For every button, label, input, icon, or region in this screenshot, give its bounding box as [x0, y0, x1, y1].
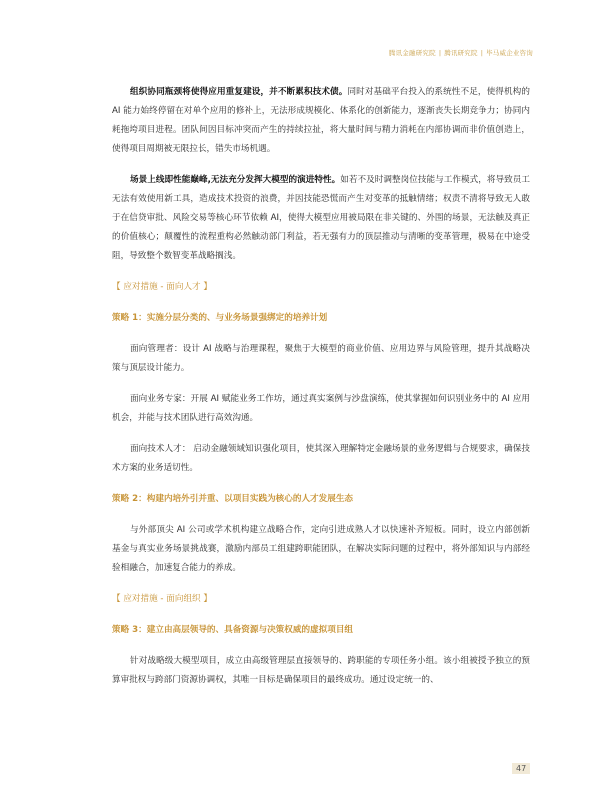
- page-body: [112, 83, 530, 690]
- header-separator: |: [480, 49, 484, 57]
- paragraph-text: 同时对基础平台投入的系统性不足，使得机构的 AI 能力始终停留在对单个应用的修补上，无法形成规模化、体系化的创新能力，逐渐丧失长期竞争力；协同内耗拖垮项目进程。团队间因目标冲突而产生的持续拉扯，将大量时间与精力消耗在内部协调而非价值创造上，使得项目周期被无限拉长，错失市场机遇。: [112, 87, 530, 154]
- paragraph-lead: 组织协同瓶颈将使得应用重复建设，并不断累积技术债。: [130, 87, 348, 97]
- paragraph-text: 如若不及时调整岗位技能与工作模式，将导致员工无法有效使用新工具，造成技术投资的浪费，并因技能恐慌而产生对变革的抵触情绪；权责不清将导致无人敢于在信贷审批、风险交易等核心环节依赖 AI，使得大模型应用被局限在非关键的、外围的场景，无法触及真正的价值核心；颠覆性的流程重构必然触动部门利益，若无强有力的顶层推动与清晰的变革管理，极易在中途受阻，导致整个数智变革战略搁浅。: [112, 175, 530, 261]
- paragraph-managers: 面向管理者：设计 AI 战略与治理课程，聚焦于大模型的商业价值、应用边界与风险管理，提升其战略决策与顶层设计能力。: [112, 344, 530, 373]
- strategy-heading-3: 策略 3：建立由高层领导的、具备资源与决策权威的虚拟项目组: [112, 625, 354, 635]
- paragraph-lead: 场景上线即性能巅峰,无法充分发挥大模型的演进特性。: [130, 175, 341, 185]
- strategy-heading-1: 策略 1：实施分层分类的、与业务场景强绑定的培养计划: [112, 313, 328, 323]
- header-item-kpmg: 毕马威企业咨询: [486, 49, 533, 57]
- paragraph-ecosystem: 与外部顶尖 AI 公司或学术机构建立战略合作，定向引进成熟人才以快速补齐短板。同时，设立内部创新基金与真实业务场景挑战赛，激励内部员工组建跨职能团队，在解决实际问题的过程中，将外部知识与内部经验相融合，加速复合能力的养成。: [112, 525, 530, 573]
- header-item-tencent-fintech: 腾讯金融研究院: [388, 49, 436, 57]
- paragraph-performance: [112, 171, 530, 266]
- paragraph-business-experts: 面向业务专家：开展 AI 赋能业务工作坊，通过真实案例与沙盘演练，使其掌握如何识别业务中的 AI 应用机会，并能与技术团队进行高效沟通。: [112, 394, 530, 423]
- page-number: 47: [512, 763, 530, 774]
- paragraph-virtual-team: 针对战略级大模型项目，成立由高级管理层直接领导的、跨职能的专项任务小组。该小组被授予独立的预算审批权与跨部门资源协调权，其唯一目标是确保项目的最终成功。通过设定统一的、: [112, 656, 530, 685]
- section-heading-organization: 【 应对措施 - 面向组织 】: [112, 594, 212, 604]
- running-header: [389, 48, 533, 57]
- header-separator: |: [438, 49, 442, 57]
- paragraph-tech-talent: 面向技术人才： 启动金融领域知识强化项目，使其深入理解特定金融场景的业务逻辑与合规要求，确保技术方案的业务适切性。: [112, 444, 530, 473]
- section-heading-talent: 【 应对措施 - 面向人才 】: [112, 282, 212, 292]
- paragraph-collaboration: [112, 83, 530, 159]
- strategy-heading-2: 策略 2：构建内培外引并重、以项目实践为核心的人才发展生态: [112, 494, 354, 504]
- header-item-tencent-research: 腾讯研究院: [444, 49, 478, 57]
